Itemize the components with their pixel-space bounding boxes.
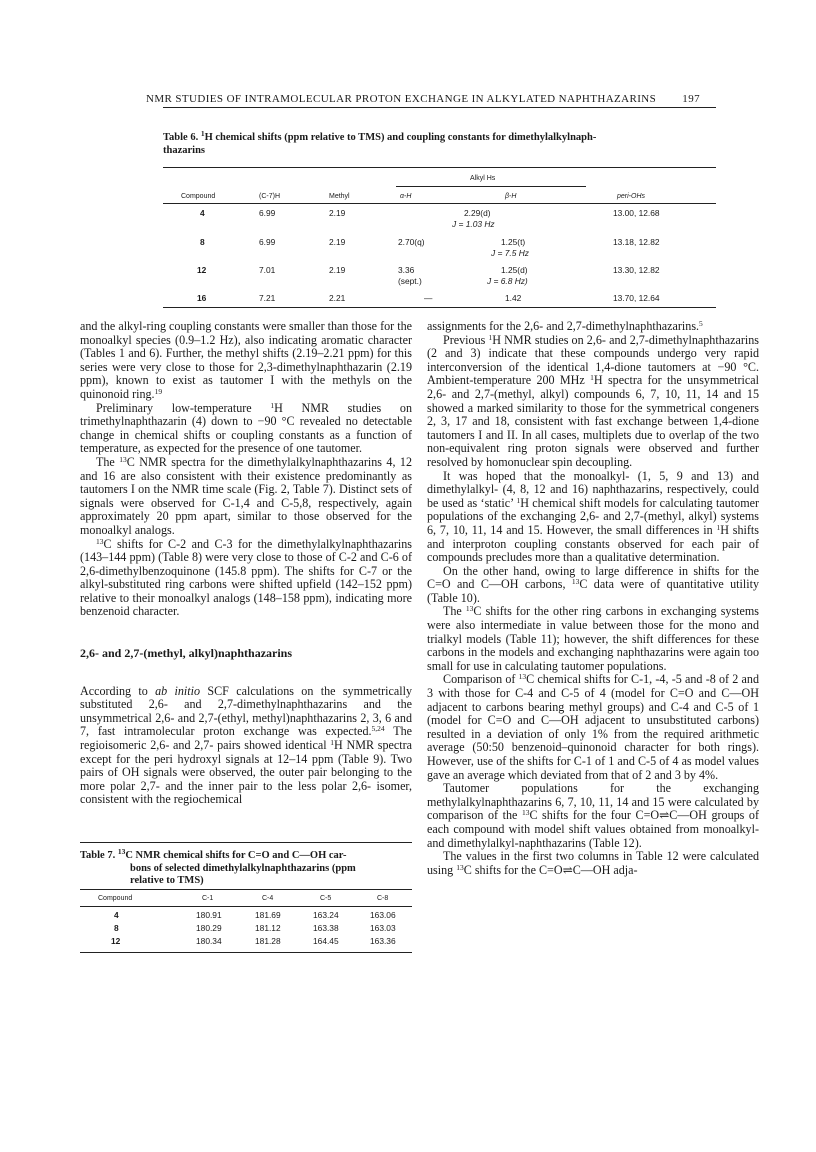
citation: 19 xyxy=(154,386,163,396)
table-7-cell: 180.91 xyxy=(196,910,222,920)
table-7-cell: 181.28 xyxy=(255,936,281,946)
table-6-header-beta: β-H xyxy=(505,193,517,200)
superscript: 1 xyxy=(330,738,335,748)
paragraph-text: and the alkyl-ring coupling constants were smaller than those for the monoalkyl species (0.9–1.2 Hz), also indicating aromatic character (Tables 1 and 6). Further, the methyl shifts (2.19–2.21 ppm) for this series were very close to those for 2,3-dimethylnaphthazarin (2.19 ppm), known to exist as tautomer I with the methyls on the quinonoid ring. xyxy=(80,319,412,401)
table-7-header-c5: C-5 xyxy=(320,895,332,902)
paragraph xyxy=(80,685,412,807)
paragraph xyxy=(427,782,759,850)
table-6-group-header: Alkyl Hs xyxy=(470,175,496,182)
paragraph-text: The regioisomeric 2,6- and 2,7- pairs showed identical xyxy=(80,724,412,753)
table-6-row-alpha: 3.36 xyxy=(398,265,415,275)
section-heading: 2,6- and 2,7-(methyl, alkyl)naphthazarins xyxy=(80,646,293,661)
table-6-header-alpha: α-H xyxy=(400,193,412,200)
table-6-row-c7h: 6.99 xyxy=(259,237,276,247)
superscript: 13 xyxy=(518,672,527,682)
table-7-cell: 163.03 xyxy=(370,923,396,933)
superscript: 13 xyxy=(571,577,580,587)
table-7-header-c4: C-4 xyxy=(262,895,274,902)
table-6-top-rule xyxy=(163,107,716,108)
paragraph-text: H chemical shift models for calculating tautomer populations of the exchanging 2,6- and 2,7-(methyl, alkyl) systems 6, 7, 10, 11, 14 and 15. However, the small differences in xyxy=(427,495,760,537)
superscript: 13 xyxy=(119,454,127,464)
table-6-row-alpha: 2.70(q) xyxy=(398,237,425,247)
table-7-cell: 163.38 xyxy=(313,923,339,933)
table-7-cell: 163.06 xyxy=(370,910,396,920)
table-7-cell: 163.24 xyxy=(313,910,339,920)
paragraph xyxy=(427,850,759,877)
table-6-row-beta: 1.25(t) xyxy=(501,237,526,247)
table-6-header-c7h: (C-7)H xyxy=(259,193,280,200)
table-7-caption-rule xyxy=(80,889,412,890)
paragraph-text: It was hoped that the monoalkyl- (1, 5, 9 and 13) and dimethylalkyl- (4, 8, 12 and 16) naphthazarins, respectively, could be used as ‘static’ xyxy=(427,468,759,510)
paragraph xyxy=(80,402,412,456)
table-7-cell: 180.34 xyxy=(196,936,222,946)
right-column xyxy=(427,320,759,877)
paragraph-text: Comparison of xyxy=(443,672,519,687)
superscript: 13 xyxy=(465,604,474,614)
paragraph xyxy=(80,320,412,402)
table-7-cell: 180.29 xyxy=(196,923,222,933)
table-6-caption-sup: 1 xyxy=(200,129,205,138)
citation: 5 xyxy=(699,319,703,328)
paragraph-text: C shifts for the C=O⇌C—OH adja- xyxy=(463,862,638,877)
paragraph xyxy=(80,456,412,538)
paragraph xyxy=(427,470,759,565)
table-7-header-compound: Compound xyxy=(98,895,133,902)
paragraph-text: Preliminary low-temperature xyxy=(96,400,271,415)
table-6-row-alkyl: 2.29(d) xyxy=(464,208,491,218)
paragraph-text: H NMR studies on 2,6- and 2,7-dimethylnaphthazarins (2 and 3) indicate that these compounds undergo very rapid interconversion of the identical 1,4-dione tautomers at −90 °C. Ambient-temperature 200 MHz xyxy=(427,332,759,388)
table-6-header-methyl: Methyl xyxy=(329,193,350,200)
superscript: 1 xyxy=(590,373,594,383)
table-6-row-coupling: J = 1.03 Hz xyxy=(452,219,495,229)
paragraph xyxy=(427,565,759,606)
superscript: 1 xyxy=(516,495,521,505)
table-6-header-rule xyxy=(163,203,716,204)
superscript: 1 xyxy=(488,332,493,342)
table-6-row-peri: 13.30, 12.82 xyxy=(613,265,660,275)
paragraph-text: C shifts for the four C=O⇌C—OH groups of each compound with model shift values obtained from monoalkyl- and dimethylalkyl-naphthazarins (Table 12). xyxy=(427,808,759,850)
table-6-row-compound: 16 xyxy=(197,293,207,303)
table-7-row-compound: 8 xyxy=(114,923,119,933)
table-6-row-c7h: 6.99 xyxy=(259,208,276,218)
paragraph xyxy=(427,334,759,470)
table-6-row-coupling: J = 6.8 Hz) xyxy=(487,276,528,286)
table-6-row-compound: 4 xyxy=(200,208,205,218)
table-7-cell: 181.12 xyxy=(255,923,281,933)
paragraph-text: The xyxy=(443,604,466,619)
paragraph-text: Previous xyxy=(443,332,489,347)
table-6-row-alpha-note: (sept.) xyxy=(398,276,422,286)
table-7-label: Table 7. xyxy=(80,850,116,861)
paragraph-text: The xyxy=(96,454,120,469)
paragraph xyxy=(427,320,759,334)
paragraph-text: C chemical shifts for C-1, -4, -5 and -8 of 2 and 3 with those for C-4 and C-5 of 4 (model for C=O and C—OH adjacent to carbons bearing methyl groups) and C-4 and C-5 of 1 (model for C=O and C—OH adjacent to unsubstituted carbons) resulted in a deviation of only 1% from the required arithmetic average (50:50 benzenoid–quinonoid character for both rings). However, use of the shifts for C-1 of 1 and C-5 of 4 as model values gave an average which deviated from that of 2 and 3 by 4%. xyxy=(427,672,760,782)
table-6-row-beta: 1.42 xyxy=(505,293,522,303)
table-6-bottom-rule xyxy=(163,307,716,308)
running-head-title: NMR STUDIES OF INTRAMOLECULAR PROTON EXCHANGE IN ALKYLATED NAPHTHAZARINS xyxy=(146,93,657,105)
paragraph xyxy=(427,673,759,782)
left-column xyxy=(80,320,412,807)
table-6-row-methyl: 2.21 xyxy=(329,293,346,303)
table-6-row-peri: 13.70, 12.64 xyxy=(613,293,660,303)
table-7-caption-line3: relative to TMS) xyxy=(130,875,204,886)
table-6-row-coupling: J = 7.5 Hz xyxy=(491,248,529,258)
paragraph-text: C shifts for C-2 and C-3 for the dimethylalkylnaphthazarins (143–144 ppm) (Table 8) were very close to those of C-2 and C-6 of 2,6-dimethylbenzoquinone (145.8 ppm). The shifts for C-7 or the alkyl-substituted ring carbons were shifted upfield (142–152 ppm) relative to their monoalkyl analogs (148–158 ppm), indicating more benzenoid character. xyxy=(80,536,412,619)
paragraph-text: C data were of quantitative utility (Table 10). xyxy=(427,577,760,605)
superscript: 1 xyxy=(270,400,275,410)
table-6-row-compound: 8 xyxy=(200,237,205,247)
table-7-caption-line2: bons of selected dimethylalkylnaphthazarins (ppm xyxy=(130,862,356,874)
table-6-row-methyl: 2.19 xyxy=(329,265,346,275)
paragraph-text: SCF calculations on the symmetrically substituted 2,6- and 2,7-dimethylnaphthazarins and the unsymmetrical 2,6- and 2,7-(ethyl, methyl)naphthazarins 2, 3, 6 and 7, fast intramolecular proton exchange was expected. xyxy=(80,683,413,739)
paragraph-text: H NMR spectra except for the peri hydroxyl signals at 12–14 ppm (Table 9). Two pairs of OH signals were observed, the outer pair belonging to the more polar 2,7- and the inner pair to the less polar 2,6- isomer, consistent with the regiochemical xyxy=(80,738,412,807)
paragraph-text: Tautomer populations for the exchanging methylalkylnaphthazarins 6, 7, 10, 11, 14 and 15 were calculated by comparison of the xyxy=(427,781,759,823)
superscript: 13 xyxy=(96,536,104,546)
table-6-row-beta: 1.25(d) xyxy=(501,265,528,275)
table-6-caption-text: H chemical shifts (ppm relative to TMS) and coupling constants for dimethylalkylnaph- xyxy=(204,132,597,143)
table-6-row-peri: 13.18, 12.82 xyxy=(613,237,660,247)
table-7-row-compound: 4 xyxy=(114,910,119,920)
table-7-header-c1: C-1 xyxy=(202,895,214,902)
paragraph-text: H shifts and interproton coupling constants observed for each pair of compounds precludes more than a qualitative determination. xyxy=(427,522,760,565)
table-6-row-c7h: 7.01 xyxy=(259,265,276,275)
table-7-caption-line1: C NMR chemical shifts for C=O and C—OH car- xyxy=(125,850,347,861)
table-7-bottom-rule xyxy=(80,952,412,953)
table-7-caption xyxy=(80,847,412,888)
table-7-cell: 164.45 xyxy=(313,936,339,946)
table-7-header-c8: C-8 xyxy=(377,895,389,902)
paragraph-text: On the other hand, owing to large difference in shifts for the C=O and C—OH carbons, xyxy=(427,563,759,592)
table-6-header-peri: peri-OHs xyxy=(617,193,646,200)
paragraph-text: assignments for the 2,6- and 2,7-dimethylnaphthazarins. xyxy=(427,319,700,333)
table-6-caption-line2: thazarins xyxy=(163,144,205,156)
table-7-caption-sup: 13 xyxy=(117,847,126,856)
table-7-header-rule xyxy=(80,906,412,907)
table-6-row-c7h: 7.21 xyxy=(259,293,276,303)
paragraph xyxy=(427,605,759,673)
paragraph-text: C shifts for the other ring carbons in exchanging systems were also intermediate in value between those for the mono and trialkyl models (Table 11); however, the shift differences for these carbons in the models and exchanging naphthazarins were again too small for use in calculating tautomer populations. xyxy=(427,604,759,673)
table-6-caption xyxy=(163,129,716,157)
table-6-row-alpha: — xyxy=(424,293,433,303)
superscript: 13 xyxy=(456,862,464,872)
table-6-row-methyl: 2.19 xyxy=(329,208,346,218)
table-6-row-methyl: 2.19 xyxy=(329,237,346,247)
table-6-label: Table 6. xyxy=(163,132,199,143)
table-6-row-peri: 13.00, 12.68 xyxy=(613,208,660,218)
paragraph xyxy=(80,538,412,620)
italic-term: ab initio xyxy=(155,683,201,698)
table-6-caption-rule xyxy=(163,167,716,168)
table-6-row-compound: 12 xyxy=(197,265,207,275)
paragraph-text: H spectra for the unsymmetrical 2,6- and 2,7-(methyl, alkyl) compounds 6, 7, 10, 11, 14 and 15 showed a marked similarity to those for the symmetrical congeners 2, 3, 17 and 18, consistent with fast exchange between 1,4-dione tautomers I and II. In all cases, multiplets due to overlap of the two non-equivalent ring proton signals were observed and further resolved by homonuclear spin decoupling. xyxy=(427,373,759,469)
table-7-row-compound: 12 xyxy=(111,936,121,946)
superscript: 13 xyxy=(521,808,530,818)
table-7-cell: 181.69 xyxy=(255,910,281,920)
table-7-top-rule xyxy=(80,842,412,843)
paragraph-text: H NMR studies on trimethylnaphthazarin (4) down to −90 °C revealed no detectable change in chemical shifts or coupling constants as a function of temperature, as expected for the presence of one tautomer. xyxy=(80,400,413,456)
citation: 5,24 xyxy=(371,724,385,734)
table-7-cell: 163.36 xyxy=(370,936,396,946)
paragraph-text: According to xyxy=(80,683,156,698)
page-number: 197 xyxy=(682,93,700,105)
paragraph-text: The values in the first two columns in Table 12 were calculated using xyxy=(427,849,759,877)
superscript: 1 xyxy=(716,522,721,532)
table-6-header-compound: Compound xyxy=(181,193,216,200)
paragraph-text: C NMR spectra for the dimethylalkylnaphthazarins 4, 12 and 16 are also consistent with their existence predominantly as tautomers I on the NMR time scale (Fig. 2, Table 7). Distinct sets of signals were observed for C-1,4 and C-5,8, respectively, again approximately 20 ppm apart, similar to those observed for the monoalkyl analogs. xyxy=(80,454,412,537)
table-6-group-rule xyxy=(396,186,586,187)
